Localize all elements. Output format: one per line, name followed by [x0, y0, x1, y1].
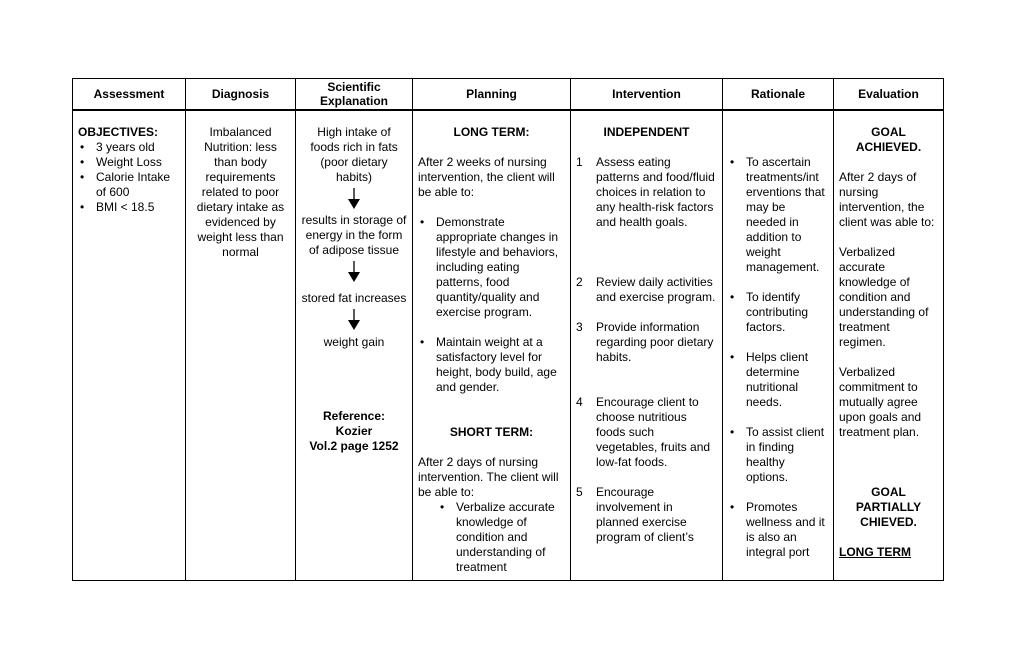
- header-intervention: Intervention: [571, 79, 723, 111]
- list-item: • Maintain weight at a satisfactory level for height, body build, age and gender.: [418, 335, 565, 395]
- reference-author: Kozier: [335, 424, 373, 438]
- short-term-title: SHORT TERM:: [449, 425, 534, 439]
- list-item: • Calorie Intake of 600: [78, 170, 180, 200]
- objectives-list: [78, 140, 180, 215]
- explanation-step: results in storage of energy in the form of adipose tissue: [301, 213, 407, 257]
- list-item: • To assist client in finding healthy options.: [728, 425, 828, 485]
- rationale-list: [728, 155, 828, 560]
- explanation-step: weight gain: [323, 335, 385, 349]
- short-term-intro: After 2 days of nursing intervention. The client will be able to:: [418, 455, 559, 499]
- list-item: • To identify contributing factors.: [728, 290, 828, 335]
- explanation-step: stored fat increases: [301, 291, 407, 305]
- arrow-down-icon: [346, 188, 362, 210]
- intervention-list: [576, 155, 717, 545]
- list-item: [576, 155, 717, 230]
- rationale-cell: [723, 110, 834, 581]
- content-row: [73, 110, 944, 581]
- item-text: Encourage involvement in planned exercise program of client’s: [596, 485, 694, 544]
- header-assessment: Assessment: [73, 79, 186, 111]
- list-item: [576, 275, 717, 305]
- independent-title: INDEPENDENT: [603, 125, 690, 139]
- item-number: 5: [576, 485, 583, 499]
- header-scientific-explanation: Scientific Explanation: [296, 79, 413, 111]
- planning-cell: [413, 110, 571, 581]
- list-item: • To ascertain treatments/int erventions that may be needed in addition to weight management.: [728, 155, 828, 275]
- evaluation-paragraph: Verbalized accurate knowledge of condition and understanding of treatment regimen.: [839, 245, 929, 349]
- list-item: • Weight Loss: [78, 155, 180, 170]
- evaluation-paragraph: Verbalized commitment to mutually agree upon goals and treatment plan.: [839, 365, 922, 439]
- assessment-cell: [73, 110, 186, 581]
- nursing-care-plan-table: [72, 78, 944, 581]
- reference-label: Reference:: [322, 409, 386, 423]
- evaluation-cell: [834, 110, 944, 581]
- header-diagnosis: Diagnosis: [186, 79, 296, 111]
- evaluation-intro: After 2 days of nursing intervention, the client was able to:: [839, 170, 935, 229]
- arrow-down-icon: [346, 261, 362, 283]
- list-item: [576, 320, 717, 365]
- explanation-cell: [296, 110, 413, 581]
- item-number: 2: [576, 275, 583, 289]
- list-item: • Helps client determine nutritional needs.: [728, 350, 828, 410]
- short-term-goals: [418, 500, 565, 575]
- long-term-goals: [418, 215, 565, 395]
- list-item: • 3 years old: [78, 140, 180, 155]
- objectives-heading: OBJECTIVES:: [78, 125, 159, 139]
- item-text: Encourage client to choose nutritious foods such vegetables, fruits and low-fat foods.: [596, 395, 711, 469]
- header-evaluation: Evaluation: [834, 79, 944, 111]
- item-number: 1: [576, 155, 583, 169]
- item-number: 3: [576, 320, 583, 334]
- goal-achieved-label: GOAL ACHIEVED.: [855, 125, 922, 154]
- goal-partially-label: GOAL PARTIALLY CHIEVED.: [855, 485, 922, 529]
- list-item: • BMI < 18.5: [78, 200, 180, 215]
- item-text: Review daily activities and exercise program.: [596, 275, 716, 304]
- long-term-title: LONG TERM:: [453, 125, 530, 139]
- long-term-label: LONG TERM: [839, 545, 911, 559]
- header-rationale: Rationale: [723, 79, 834, 111]
- arrow-down-icon: [346, 309, 362, 331]
- long-term-intro: After 2 weeks of nursing intervention, the client will be able to:: [418, 155, 555, 199]
- header-row: [73, 79, 944, 111]
- header-planning: Planning: [413, 79, 571, 111]
- item-text: Assess eating patterns and food/fluid choices in relation to any health-risk factors and health goals.: [596, 155, 715, 229]
- diagnosis-text: Imbalanced Nutrition: less than body requirements related to poor dietary intake as evidenced by weight less than normal: [196, 125, 285, 259]
- intervention-cell: [571, 110, 723, 581]
- list-item: [576, 395, 717, 470]
- list-item: • Verbalize accurate knowledge of condition and understanding of treatment: [438, 500, 565, 575]
- list-item: [576, 485, 717, 545]
- reference-page: Vol.2 page 1252: [309, 439, 399, 453]
- list-item: • Promotes wellness and it is also an integral port: [728, 500, 828, 560]
- item-number: 4: [576, 395, 583, 409]
- diagnosis-cell: [186, 110, 296, 581]
- item-text: Provide information regarding poor dietary habits.: [596, 320, 714, 364]
- list-item: • Demonstrate appropriate changes in lifestyle and behaviors, including eating patterns, food quantity/quality and exercise program.: [418, 215, 565, 320]
- explanation-step: High intake of foods rich in fats (poor dietary habits): [310, 125, 398, 184]
